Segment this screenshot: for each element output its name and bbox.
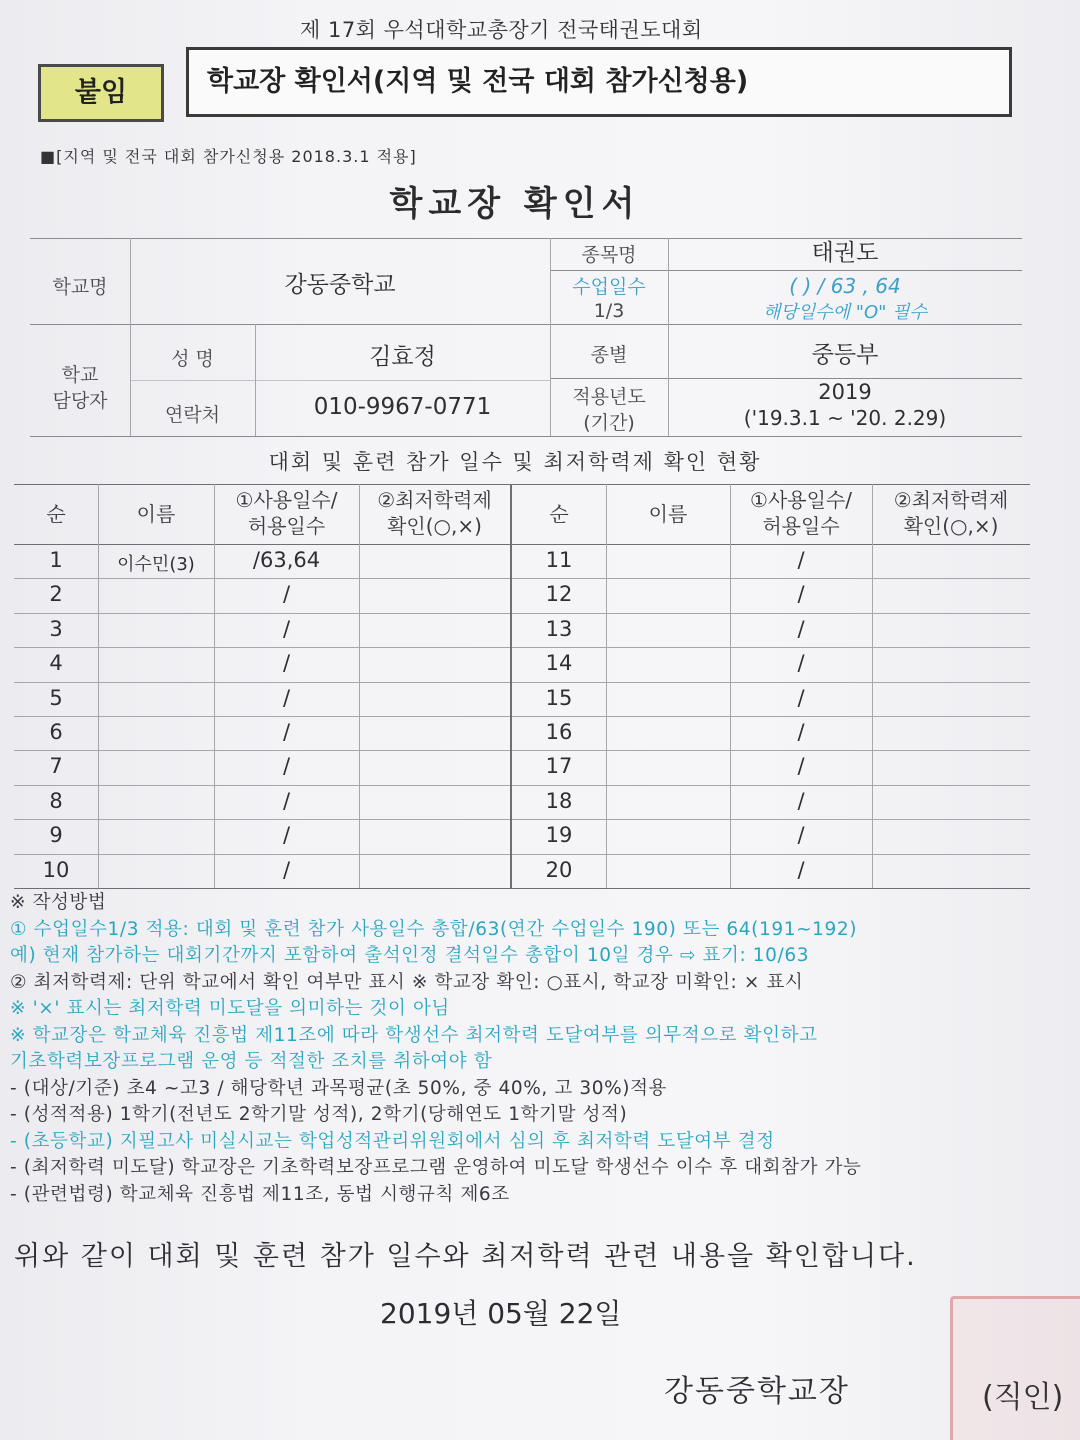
name-label: 성 명 xyxy=(171,348,214,370)
roster-right-row-1-days: / xyxy=(797,548,805,572)
principal-signature: 강동중학교장 xyxy=(664,1374,850,1409)
contact-label: 연락처 xyxy=(164,404,221,426)
instructions xyxy=(10,890,1050,1208)
roster-left-row-3-no: 3 xyxy=(49,616,63,641)
name-value: 김효정 xyxy=(369,344,436,370)
apply-period-label: (기간) xyxy=(583,412,635,434)
note-line: 기초학력보장프로그램 운영 등 적절한 조치를 취하여야 함 xyxy=(10,1051,493,1072)
apply-year-value: 2019 xyxy=(818,380,872,404)
roster-right-row-9-days: / xyxy=(797,823,805,848)
staff-label-1: 학교 xyxy=(61,364,99,386)
roster-right-row-2-no: 12 xyxy=(545,582,573,607)
contact-value: 010-9967-0771 xyxy=(313,394,492,420)
note-line: ※ 작성방법 xyxy=(10,892,107,913)
roster-right-row-5-no: 15 xyxy=(545,685,573,710)
apply-year-label: 적용년도 xyxy=(572,386,646,408)
division-value: 중등부 xyxy=(811,342,879,368)
note-line: - (관련법령) 학교체육 진흥법 제11조, 동법 시행규칙 제6조 xyxy=(10,1183,510,1205)
roster-right-row-10-days: / xyxy=(797,857,805,882)
roster-right-row-6-no: 16 xyxy=(545,720,573,744)
note-line: - (초등학교) 지필고사 미실시교는 학업성적관리위원회에서 심의 후 최저학력 도달여부 결정 xyxy=(10,1130,775,1152)
note-line: - (대상/기준) 초4 ~고3 / 해당학년 과목평균(초 50%, 중 40%, 고 30%)적용 xyxy=(10,1077,668,1099)
roster-subtitle: 대회 및 훈련 참가 일수 및 최저학력제 확인 현황 xyxy=(268,450,762,474)
school-value: 강동중학교 xyxy=(284,272,396,298)
confirmation-statement: 위와 같이 대회 및 훈련 참가 일수와 최저학력 관련 내용을 확인합니다. xyxy=(14,1241,917,1272)
col-days-left-1: ①사용일수/ xyxy=(235,488,338,512)
roster-left-row-2-days: / xyxy=(282,582,291,607)
roster-left-row-6-days: / xyxy=(282,720,291,744)
class-days-label: 수업일수 xyxy=(572,276,646,298)
roster-right-row-2-days: / xyxy=(797,582,805,607)
school-label: 학교명 xyxy=(52,276,108,298)
col-check-left-1: ②최저학력제 xyxy=(377,488,492,512)
col-name-left: 이름 xyxy=(136,502,176,526)
attachment-badge: 붙임 xyxy=(38,64,164,122)
roster-left-row-6-no: 6 xyxy=(49,720,63,744)
col-days-left-2: 허용일수 xyxy=(247,514,326,538)
roster-left-row-1-name: 이수민(3) xyxy=(117,554,195,575)
col-check-left-2: 확인(○,×) xyxy=(387,514,482,538)
roster-right-row-9-no: 19 xyxy=(545,823,573,848)
roster-right-row-5-days: / xyxy=(797,685,805,710)
roster-left-row-7-no: 7 xyxy=(49,754,63,779)
roster-right-row-3-no: 13 xyxy=(545,616,573,641)
roster-right-row-7-no: 17 xyxy=(545,754,573,779)
roster-left-row-5-no: 5 xyxy=(49,685,63,710)
roster-left-row-7-days: / xyxy=(282,754,291,779)
sport-label: 종목명 xyxy=(581,244,637,266)
note-line: ※ '×' 표시는 최저학력 미도달을 의미하는 것이 아님 xyxy=(10,998,450,1019)
note-line: 예) 현재 참가하는 대회기간까지 포함하여 출석인정 결석일수 총합이 10일 경우 ⇨ 표기: 10/63 xyxy=(10,945,810,966)
roster-table xyxy=(14,482,1030,892)
class-days-ratio: 1/3 xyxy=(593,300,625,322)
col-days-right-2: 허용일수 xyxy=(762,514,840,538)
roster-right-row-6-days: / xyxy=(797,720,805,744)
col-name-right: 이름 xyxy=(648,502,688,526)
roster-right-row-7-days: / xyxy=(797,754,805,779)
class-days-value: ( ) / 63 , 64 xyxy=(789,274,901,298)
roster-right-row-4-days: / xyxy=(797,651,805,676)
event-title: 제 17회 우석대학교총장기 전국태권도대회 xyxy=(300,18,703,42)
staff-label-2: 담당자 xyxy=(52,390,108,412)
col-no-right: 순 xyxy=(549,502,569,526)
division-label: 종별 xyxy=(590,344,628,366)
roster-right-row-1-no: 11 xyxy=(545,548,573,572)
header-title: 학교장 확인서(지역 및 전국 대회 참가신청용) xyxy=(186,47,1012,117)
note-line: - (성적적용) 1학기(전년도 2학기말 성적), 2학기(당해연도 1학기말 성적) xyxy=(10,1104,628,1125)
roster-left-row-4-days: / xyxy=(282,651,291,676)
info-table xyxy=(30,228,1022,438)
issue-date: 2019년 05월 22일 xyxy=(380,1297,622,1330)
roster-right-row-8-days: / xyxy=(797,788,805,813)
roster-left-row-9-no: 9 xyxy=(49,823,63,848)
roster-left-row-8-days: / xyxy=(282,788,291,813)
official-seal xyxy=(950,1296,1080,1440)
sport-value: 태권도 xyxy=(811,240,879,266)
class-days-note: 해당일수에 "O" 필수 xyxy=(763,302,927,323)
roster-left-row-1-days: /63,64 xyxy=(252,548,321,572)
col-check-right-1: ②최저학력제 xyxy=(893,488,1009,512)
document-title: 학교장 확인서 xyxy=(389,184,641,224)
roster-left-row-4-no: 4 xyxy=(49,651,63,676)
roster-left-row-9-days: / xyxy=(282,823,291,848)
version-note: ■[지역 및 전국 대회 참가신청용 2018.3.1 적용] xyxy=(40,147,417,166)
roster-left-row-2-no: 2 xyxy=(49,582,63,607)
col-check-right-2: 확인(○,×) xyxy=(903,514,999,538)
roster-right-row-4-no: 14 xyxy=(545,651,573,676)
apply-period-value: ('19.3.1 ~ '20. 2.29) xyxy=(743,406,947,430)
roster-left-row-10-no: 10 xyxy=(42,857,70,882)
roster-right-row-8-no: 18 xyxy=(545,788,573,813)
roster-right-row-10-no: 20 xyxy=(545,857,573,882)
col-days-right-1: ①사용일수/ xyxy=(750,488,852,512)
roster-left-row-1-no: 1 xyxy=(49,548,63,572)
roster-right-row-3-days: / xyxy=(797,616,805,641)
seal-label: (직인) xyxy=(982,1380,1064,1415)
col-no-left: 순 xyxy=(46,502,66,526)
roster-left-row-10-days: / xyxy=(282,857,291,882)
roster-left-row-8-no: 8 xyxy=(49,788,63,813)
note-line: ② 최저학력제: 단위 학교에서 확인 여부만 표시 ※ 학교장 확인: ○표시, 학교장 미확인: × 표시 xyxy=(10,971,804,993)
roster-left-row-3-days: / xyxy=(282,616,291,641)
roster-left-row-5-days: / xyxy=(282,685,291,710)
note-line: ※ 학교장은 학교체육 진흥법 제11조에 따라 학생선수 최저학력 도달여부를 의무적으로 확인하고 xyxy=(10,1024,818,1046)
note-line: ① 수업일수1/3 적용: 대회 및 훈련 참가 사용일수 총합/63(연간 수업일수 190) 또는 64(191~192) xyxy=(10,918,858,940)
note-line: - (최저학력 미도달) 학교장은 기초학력보장프로그램 운영하여 미도달 학생선수 이수 후 대회참가 가능 xyxy=(10,1157,862,1178)
